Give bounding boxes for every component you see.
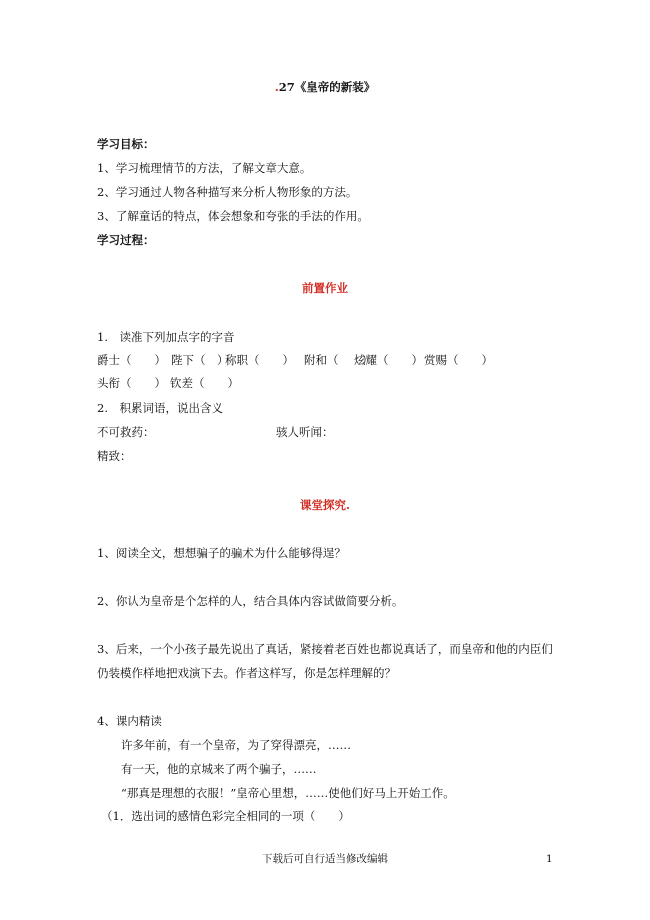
pinyin-item: 头衔（ ） (97, 376, 166, 390)
sub-question: （1．选出词的感情色彩完全相同的一项（ ） (101, 809, 350, 823)
task2-label: 2. 积累词语，说出含义 (97, 401, 223, 415)
question-item: 1、阅读全文，想想骗子的骗术为什么能够得逞？ (97, 546, 346, 560)
vocab-word: 精致： (97, 449, 132, 463)
task1-label: 1. 读准下列加点字的字音 (97, 330, 235, 344)
pinyin-item: 赏赐（ ） (424, 353, 493, 367)
page-title: .27《皇帝的新装》 (274, 80, 376, 94)
reading-label: 4、课内精读 (97, 714, 162, 728)
pinyin-item: 称职（ ） (225, 353, 294, 367)
pinyin-item: 钦差（ ） (170, 376, 239, 390)
process-heading: 学习过程： (97, 233, 155, 247)
pinyin-item: 陛下（ ） (171, 353, 229, 367)
question-item: 2、你认为皇帝是个怎样的人，结合具体内容试做简要分析。 (97, 594, 404, 608)
reading-excerpt-line: 有一天，他的京城来了两个骗子，…… (121, 762, 317, 776)
objective-item: 1、学习梳理情节的方法，了解文章大意。 (97, 161, 312, 175)
reading-excerpt-line: “那真是理想的衣服！”皇帝心里想，……使他们好马上开始工作。 (121, 786, 455, 800)
question-item-continued: 仍装模作样地把戏演下去。作者这样写，你是怎样理解的？ (97, 666, 396, 680)
section-heading-preview: 前置作业 (302, 281, 348, 295)
pinyin-item: 炫耀（ ） (354, 353, 423, 367)
footer-note: 下载后可自行适当修改编辑 (262, 853, 388, 865)
reading-excerpt-line: 许多年前，有一个皇帝，为了穿得漂亮，…… (121, 738, 351, 752)
objective-item: 3、了解童话的特点，体会想象和夸张的手法的作用。 (97, 209, 369, 223)
question-item: 3、后来，一个小孩子最先说出了真话，紧接着老百姓也都说真话了，而皇帝和他的内臣们 (97, 642, 553, 656)
vocab-word: 不可救药： (97, 425, 155, 439)
page-number: 1 (546, 853, 553, 865)
marker-dot: . (274, 80, 279, 94)
pinyin-item: 附和（ ） (304, 353, 373, 367)
pinyin-item: 爵士（ ） (97, 353, 166, 367)
vocab-word: 骇人听闻： (276, 425, 334, 439)
section-heading-inquiry: 课堂探究. (299, 498, 350, 512)
objective-item: 2、学习通过人物各种描写来分析人物形象的方法。 (97, 185, 358, 199)
objectives-heading: 学习目标： (97, 137, 155, 151)
